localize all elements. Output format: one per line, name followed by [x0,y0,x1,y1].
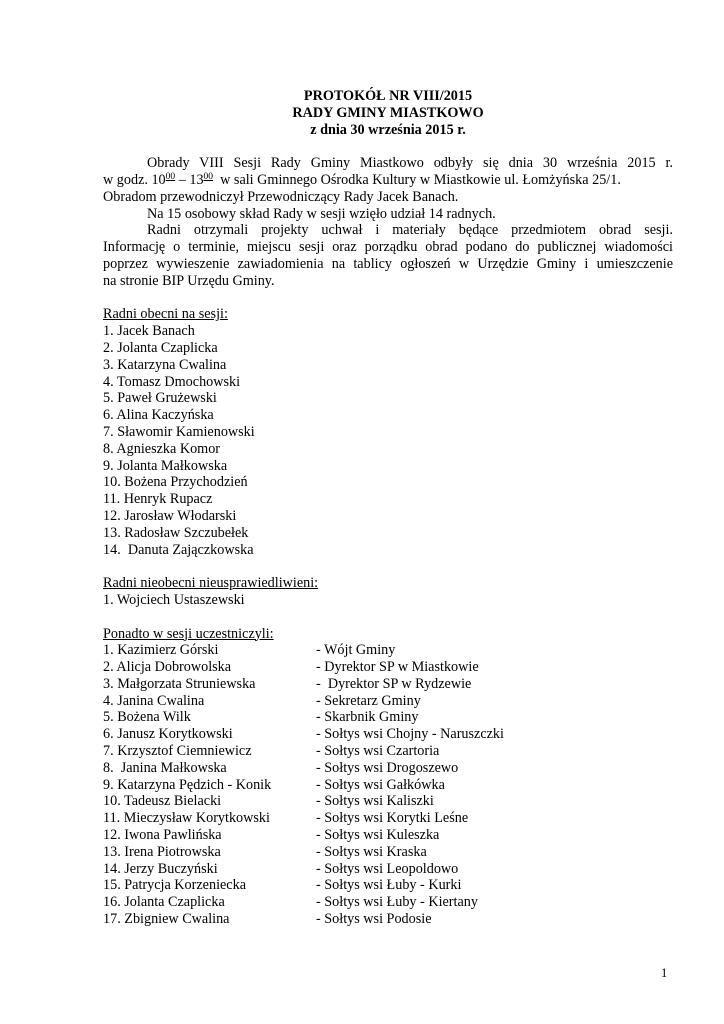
participant-role: - Skarbnik Gminy [316,709,419,726]
present-list [103,323,673,558]
list-item: 4. Tomasz Dmochowski [103,373,241,390]
list-item: 13. Radosław Szczubełek [103,524,249,541]
participant-row [103,861,673,878]
list-item: 9. Jolanta Małkowska [103,457,228,474]
participant-name: 15. Patrycja Korzeniecka [103,877,246,894]
participant-row [103,743,673,760]
list-item: 7. Sławomir Kamienowski [103,423,255,440]
participant-role: - Sekretarz Gminy [316,692,421,709]
list-item: 1. Jacek Banach [103,323,195,340]
participant-role: - Sołtys wsi Kaliszki [316,793,434,810]
participant-row [103,827,673,844]
participant-name: 17. Zbigniew Cwalina [103,911,230,928]
participants-heading: Ponadto w sesji uczestniczyli: [103,625,274,642]
intro-section [103,155,673,289]
title-line-1: PROTOKÓŁ NR VIII/2015 [303,88,473,104]
absent-heading: Radni nieobecni nieusprawiedliwieni: [103,575,319,592]
participant-name: 3. Małgorzata Struniewska [103,675,256,692]
participant-role: - Sołtys wsi Drogoszewo [316,759,459,776]
participant-role: - Sołtys wsi Leopoldowo [316,860,459,877]
title-line-3: z dnia 30 września 2015 r. [310,121,466,138]
intro-p1-line2: w godz. $10^{00} - 13^{00}$ w sali Gminnego Ośrodka Kultury w Miastkowie ul. Łomżyńska 25/1. [103,171,621,188]
list-item: 14. Danuta Zajączkowska [103,541,254,558]
list-item: 11. Henryk Rupacz [103,491,213,508]
intro-p3-line4: na stronie BIP Urzędu Gminy. [103,272,275,289]
document-page [103,88,673,928]
participant-name: 10. Tadeusz Bielacki [103,793,222,810]
intro-p2: Na 15 osobowy skład Rady w sesji wzięło udział 14 radnych. [147,205,496,222]
page-number: 1 [661,966,668,980]
absent-list [103,592,673,609]
participant-role: - Sołtys wsi Łuby - Kiertany [316,894,478,911]
intro-p1-line3: Obradom przewodniczył Przewodniczący Rady Jacek Banach. [103,188,459,205]
participant-role: - Dyrektor SP w Miastkowie [316,659,479,676]
list-item: 1. Wojciech Ustaszewski [103,591,245,608]
participant-name: 11. Mieczysław Korytkowski [103,810,270,827]
list-item: 6. Alina Kaczyńska [103,407,214,424]
list-item: 2. Jolanta Czaplicka [103,339,218,356]
intro-p3-line3: poprzez wywieszenie zawiadomienia na tablicy ogłoszeń w Urzędzie Gminy i umieszczenie [103,255,673,272]
participant-row [103,877,673,894]
participant-row [103,911,673,928]
participant-row [103,894,673,911]
participant-name: 1. Kazimierz Górski [103,642,219,659]
participant-row [103,844,673,861]
participant-role: - Dyrektor SP w Rydzewie [316,675,472,692]
participant-row [103,726,673,743]
participant-name: 7. Krzysztof Ciemniewicz [103,743,252,760]
participant-row [103,760,673,777]
participant-role: - Sołtys wsi Kuleszka [316,827,440,844]
participant-name: 9. Katarzyna Pędzich - Konik [103,776,272,793]
title-line-2: RADY GMINY MIASTKOWO [292,104,484,121]
participant-role: - Sołtys wsi Kraska [316,843,427,860]
participant-row [103,793,673,810]
absent-section [103,575,673,609]
list-item: 12. Jarosław Włodarski [103,507,237,524]
participant-name: 14. Jerzy Buczyński [103,860,218,877]
participant-row [103,709,673,726]
participants-section [103,626,673,928]
participant-row [103,810,673,827]
participant-role: - Sołtys wsi Chojny - Naruszczki [316,726,504,743]
participant-name: 16. Jolanta Czaplicka [103,894,225,911]
participant-row [103,693,673,710]
present-heading: Radni obecni na sesji: [103,306,228,323]
intro-p3-line2: Informację o terminie, miejscu sesji oraz porządku obrad podano do publicznej wiadomości [103,239,673,256]
participant-row [103,642,673,659]
document-title [103,88,673,138]
participant-role: - Wójt Gminy [316,642,396,659]
participant-row [103,777,673,794]
participant-row [103,676,673,693]
participant-name: 5. Bożena Wilk [103,709,191,726]
participants-list [103,642,673,928]
list-item: 8. Agnieszka Komor [103,440,221,457]
participant-role: - Sołtys wsi Łuby - Kurki [316,877,462,894]
participant-name: 13. Irena Piotrowska [103,843,221,860]
list-item: 3. Katarzyna Cwalina [103,356,227,373]
participant-name: 2. Alicja Dobrowolska [103,659,232,676]
participant-name: 12. Iwona Pawlińska [103,827,222,844]
participant-role: - Sołtys wsi Czartoria [316,743,440,760]
present-section [103,306,673,558]
participant-role: - Sołtys wsi Podosie [316,911,432,928]
participant-name: 8. Janina Małkowska [103,759,227,776]
participant-name: 6. Janusz Korytkowski [103,726,233,743]
participant-name: 4. Janina Cwalina [103,692,205,709]
participant-role: - Sołtys wsi Gałkówka [316,776,445,793]
list-item: 5. Paweł Grużewski [103,390,217,407]
intro-p1-line1: Obrady VIII Sesji Rady Gminy Miastkowo odbyły się dnia 30 września 2015 r. [147,155,673,172]
intro-p3-line1: Radni otrzymali projekty uchwał i materiały będące przedmiotem obrad sesji. [147,222,673,239]
participant-role: - Sołtys wsi Korytki Leśne [316,810,469,827]
participant-row [103,659,673,676]
list-item: 10. Bożena Przychodzień [103,474,248,491]
